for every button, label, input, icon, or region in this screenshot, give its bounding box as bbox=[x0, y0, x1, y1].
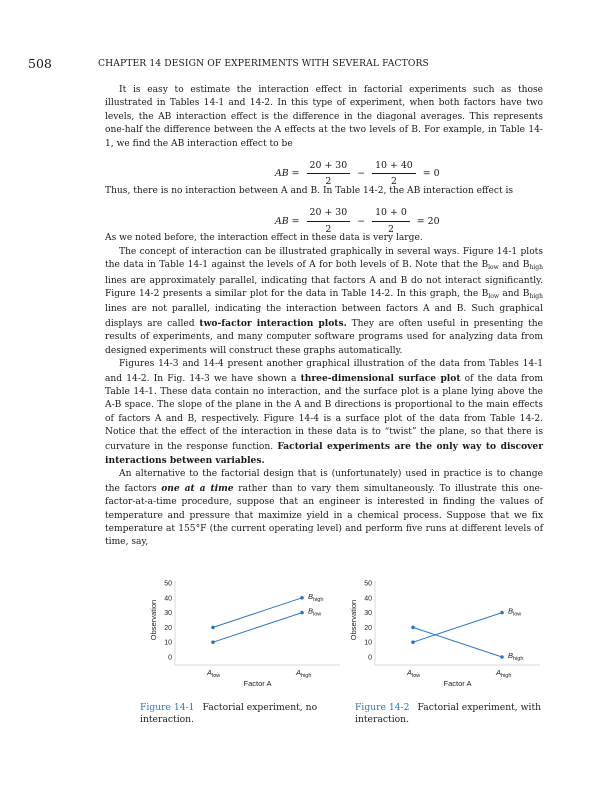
eq1-den-2: 2 bbox=[390, 176, 397, 188]
eq1-equals-2: = bbox=[422, 168, 431, 180]
figure-14-1-text: Factorial experiment, no interaction. bbox=[140, 702, 318, 725]
x-tick-label: $A_{low}$ bbox=[407, 668, 421, 679]
figure-14-1-caption bbox=[140, 702, 340, 726]
x-axis-label: Factor A bbox=[443, 679, 472, 688]
page-header bbox=[28, 56, 588, 70]
y-axis-label: Observation bbox=[349, 599, 358, 641]
data-point bbox=[300, 611, 304, 615]
eq2-result: 20 bbox=[427, 215, 440, 227]
series-label: $B_{high}$ bbox=[508, 651, 524, 662]
paragraph-1: It is easy to estimate the interaction effect in factorial experiments such as those illustrated in Tables 14-1 and 14-2. In this type of experiment, when both factors have two levels, the AB interaction effect is the difference in the diagonal averages. This represents one-half the difference between the A effects at the two levels of B. For example, in Table 14-1, we find the AB interaction effect to be bbox=[105, 85, 543, 149]
figure-14-2-text: Factorial experiment, with interaction. bbox=[355, 702, 542, 725]
y-axis-label: Observation bbox=[149, 599, 158, 641]
equation-2 bbox=[105, 198, 543, 235]
paragraph-2: Thus, there is no interaction between A and B. In Table 14-2, the AB interaction effect is bbox=[105, 186, 514, 197]
eq1-num-2: 10 + 40 bbox=[372, 159, 416, 174]
y-tick-label: 40 bbox=[364, 595, 372, 603]
y-tick-label: 0 bbox=[368, 654, 372, 662]
eq2-equals-2: = bbox=[416, 215, 425, 227]
eq1-num-1: 20 + 30 bbox=[307, 159, 351, 174]
x-tick-label: $A_{low}$ bbox=[207, 668, 221, 679]
body-text bbox=[105, 84, 543, 550]
equation-1 bbox=[105, 151, 543, 188]
data-point bbox=[411, 626, 415, 630]
eq2-fraction-2 bbox=[372, 206, 410, 236]
series-line bbox=[213, 613, 302, 643]
data-point bbox=[300, 596, 304, 600]
eq1-minus: − bbox=[357, 168, 366, 180]
y-tick-label: 30 bbox=[364, 610, 372, 618]
series-label: $B_{high}$ bbox=[308, 591, 324, 603]
eq2-equals: = bbox=[291, 215, 300, 227]
series-line bbox=[213, 598, 302, 628]
series-line bbox=[413, 627, 502, 657]
figure-14-1-chart bbox=[140, 573, 345, 698]
paragraph-4: The concept of interaction can be illustrated graphically in several ways. Figure 14-1 plots the data in Table 14-1 against the levels of A for both levels of B. Note that the $B_{low}$ and $B_{high}$ lines are approximately parallel, indicating that factors A and B do not interact significantly. Figure 14-2 presents a similar plot for the data in Table 14-2. In this graph, the $B_{low}$ and $B_{high}$ lines are not parallel, indicating the interaction between factors A and B. Such graphical displays are called two-factor interaction plots. They are often useful in presenting the results of experiments, and many computer software programs used for analyzing data from designed experiments will construct these graphs automatically. bbox=[105, 246, 544, 356]
chapter-title: CHAPTER 14 DESIGN OF EXPERIMENTS WITH SEVERAL FACTORS bbox=[98, 58, 429, 69]
eq2-fraction-1 bbox=[307, 206, 351, 236]
series-label: $B_{low}$ bbox=[308, 606, 322, 618]
y-tick-label: 40 bbox=[164, 595, 172, 603]
eq1-equals: = bbox=[291, 168, 300, 180]
data-point bbox=[211, 640, 215, 644]
paragraph-6: An alternative to the factorial design that is (unfortunately) used in practice is to change the factors one at a time rather than to vary them simultaneously. To illustrate this one-factor-at-a-time procedure, suppose that an engineer is interested in finding the values of temperature and pressure that maximize yield in a chemical process. Suppose that we fix temperature at 155°F (the current operating level) and perform five runs at different levels of time, say, bbox=[105, 469, 544, 548]
eq1-result: 0 bbox=[433, 168, 440, 180]
y-tick-label: 20 bbox=[164, 624, 172, 632]
y-tick-label: 50 bbox=[364, 580, 372, 588]
y-tick-label: 0 bbox=[168, 654, 172, 662]
eq1-lhs: AB bbox=[275, 168, 289, 180]
paragraph-3: As we noted before, the interaction effect in these data is very large. bbox=[105, 233, 423, 244]
eq1-fraction-1 bbox=[307, 159, 351, 189]
x-axis-label: Factor A bbox=[243, 679, 272, 688]
eq2-num-2: 10 + 0 bbox=[372, 206, 410, 221]
eq2-den-2: 2 bbox=[387, 223, 394, 235]
series-label: $B_{low}$ bbox=[508, 606, 522, 618]
series-line bbox=[413, 613, 502, 643]
y-tick-label: 10 bbox=[164, 639, 172, 647]
data-point bbox=[500, 655, 504, 659]
page-number: 508 bbox=[28, 56, 52, 71]
x-tick-label: $A_{high}$ bbox=[296, 668, 312, 679]
data-point bbox=[211, 626, 215, 630]
figure-14-2-chart bbox=[340, 573, 545, 698]
data-point bbox=[411, 640, 415, 644]
y-tick-label: 20 bbox=[364, 624, 372, 632]
figure-14-2-number: Figure 14-2 bbox=[355, 702, 410, 713]
y-tick-label: 30 bbox=[164, 610, 172, 618]
x-tick-label: $A_{high}$ bbox=[496, 668, 512, 679]
eq2-lhs: AB bbox=[275, 215, 289, 227]
paragraph-5: Figures 14-3 and 14-4 present another graphical illustration of the data from Tables 14-1 and 14-2. In Fig. 14-3 we have shown a three-dimensional surface plot of the data from Table 14-1. These data contain no interaction, and the surface plot is a plane lying above the A-B space. The slope of the plane in the A and B directions is proportional to the main effects of factors A and B, respectively. Figure 14-4 is a surface plot of the data from Table 14-2. Notice that the effect of the interaction in these data is to “twist” the plane, so that there is curvature in the response function. Factorial experiments are the only way to discover interactions between variables. bbox=[105, 359, 544, 466]
eq2-num-1: 20 + 30 bbox=[307, 206, 351, 221]
y-tick-label: 10 bbox=[364, 639, 372, 647]
y-tick-label: 50 bbox=[164, 580, 172, 588]
data-point bbox=[500, 611, 504, 615]
eq2-den-1: 2 bbox=[325, 223, 332, 235]
figure-14-1-number: Figure 14-1 bbox=[140, 702, 195, 713]
eq2-minus: − bbox=[357, 215, 366, 227]
eq1-fraction-2 bbox=[372, 159, 416, 189]
figure-14-2-caption bbox=[355, 702, 555, 726]
eq1-den-1: 2 bbox=[325, 176, 332, 188]
